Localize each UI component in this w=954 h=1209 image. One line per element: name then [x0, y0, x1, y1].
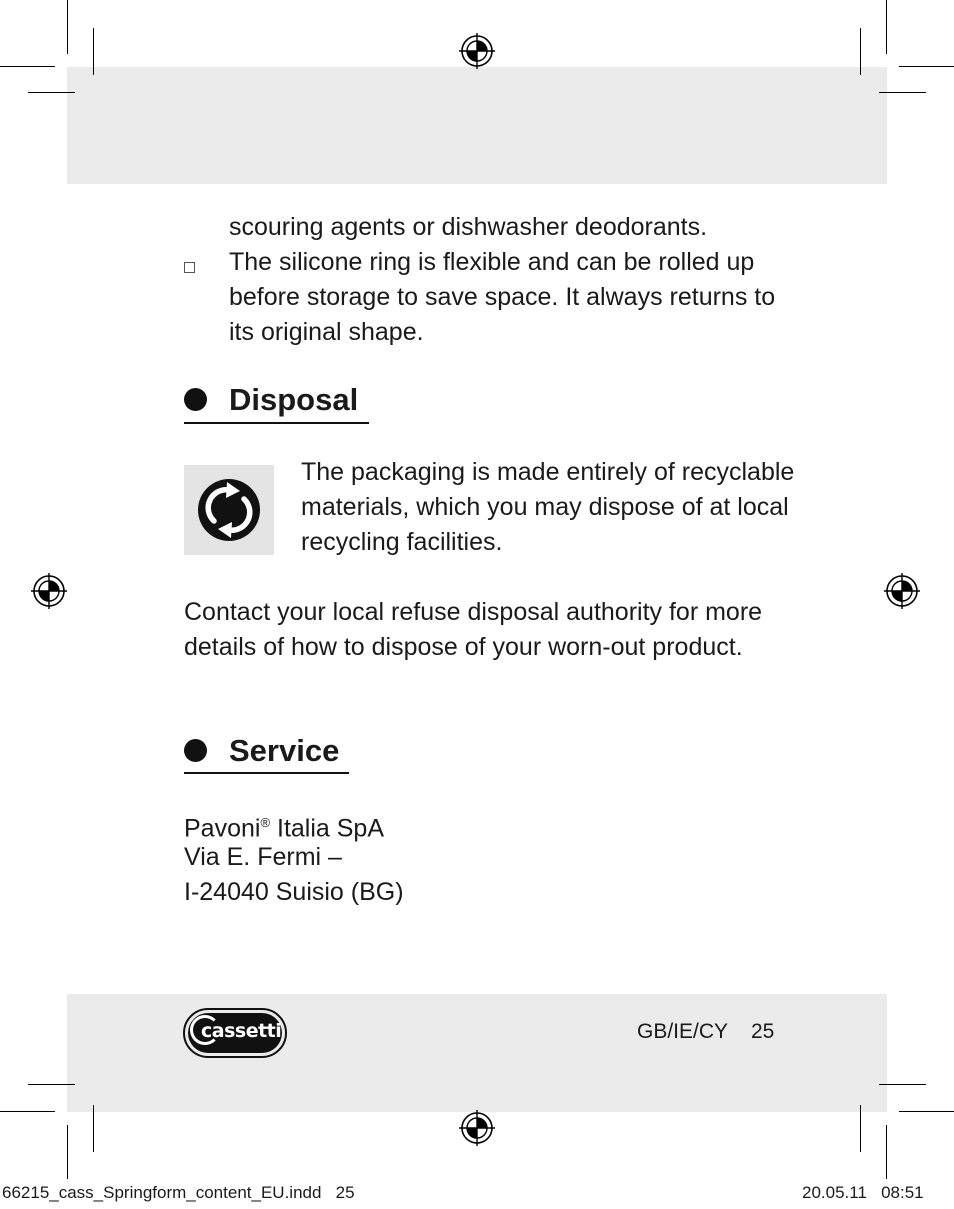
- contact-line: Contact your local refuse disposal authority for more: [184, 598, 763, 626]
- service-heading: Service: [229, 733, 340, 768]
- cassetti-logo: [183, 1008, 287, 1058]
- registration-mark-icon: [459, 33, 495, 69]
- postcode-city: I-24040 Suisio (BG): [184, 878, 404, 906]
- registration-mark-icon: [31, 573, 67, 609]
- recycling-symbol-box: [184, 465, 274, 555]
- bullet-line: its original shape.: [229, 318, 424, 346]
- checkbox-bullet-icon: [184, 262, 195, 273]
- packaging-line: materials, which you may dispose of at local: [301, 493, 789, 521]
- registered-mark: ®: [260, 815, 271, 830]
- heading-underline: [184, 772, 349, 774]
- registration-mark-icon: [459, 1110, 495, 1146]
- registration-mark-icon: [884, 573, 920, 609]
- contact-line: details of how to dispose of your worn-out product.: [184, 633, 743, 661]
- logo-text: cassetti: [201, 1020, 282, 1042]
- green-dot-recycling-icon: [184, 465, 274, 555]
- bullet-line: before storage to save space. It always returns to: [229, 283, 776, 311]
- region-codes: GB/IE/CY: [637, 1020, 729, 1043]
- company-name: Pavoni: [184, 814, 261, 843]
- heading-underline: [184, 422, 369, 424]
- heading-bullet-icon: [184, 739, 207, 762]
- street-address: Via E. Fermi –: [184, 843, 342, 871]
- footer-band: [67, 994, 887, 1112]
- heading-bullet-icon: [184, 388, 207, 411]
- packaging-line: The packaging is made entirely of recyclable: [301, 458, 795, 486]
- print-slug-datetime: 20.05.11 08:51: [802, 1183, 924, 1202]
- company-suffix: Italia SpA: [270, 814, 384, 843]
- print-slug-filename: 66215_cass_Springform_content_EU.indd 25: [2, 1183, 355, 1202]
- bullet-line: The silicone ring is flexible and can be rolled up: [229, 248, 755, 276]
- header-band: [67, 67, 887, 184]
- page-number: 25: [751, 1020, 775, 1043]
- continuation-line: scouring agents or dishwasher deodorants.: [229, 213, 708, 241]
- packaging-line: recycling facilities.: [301, 528, 503, 556]
- disposal-heading: Disposal: [229, 382, 359, 417]
